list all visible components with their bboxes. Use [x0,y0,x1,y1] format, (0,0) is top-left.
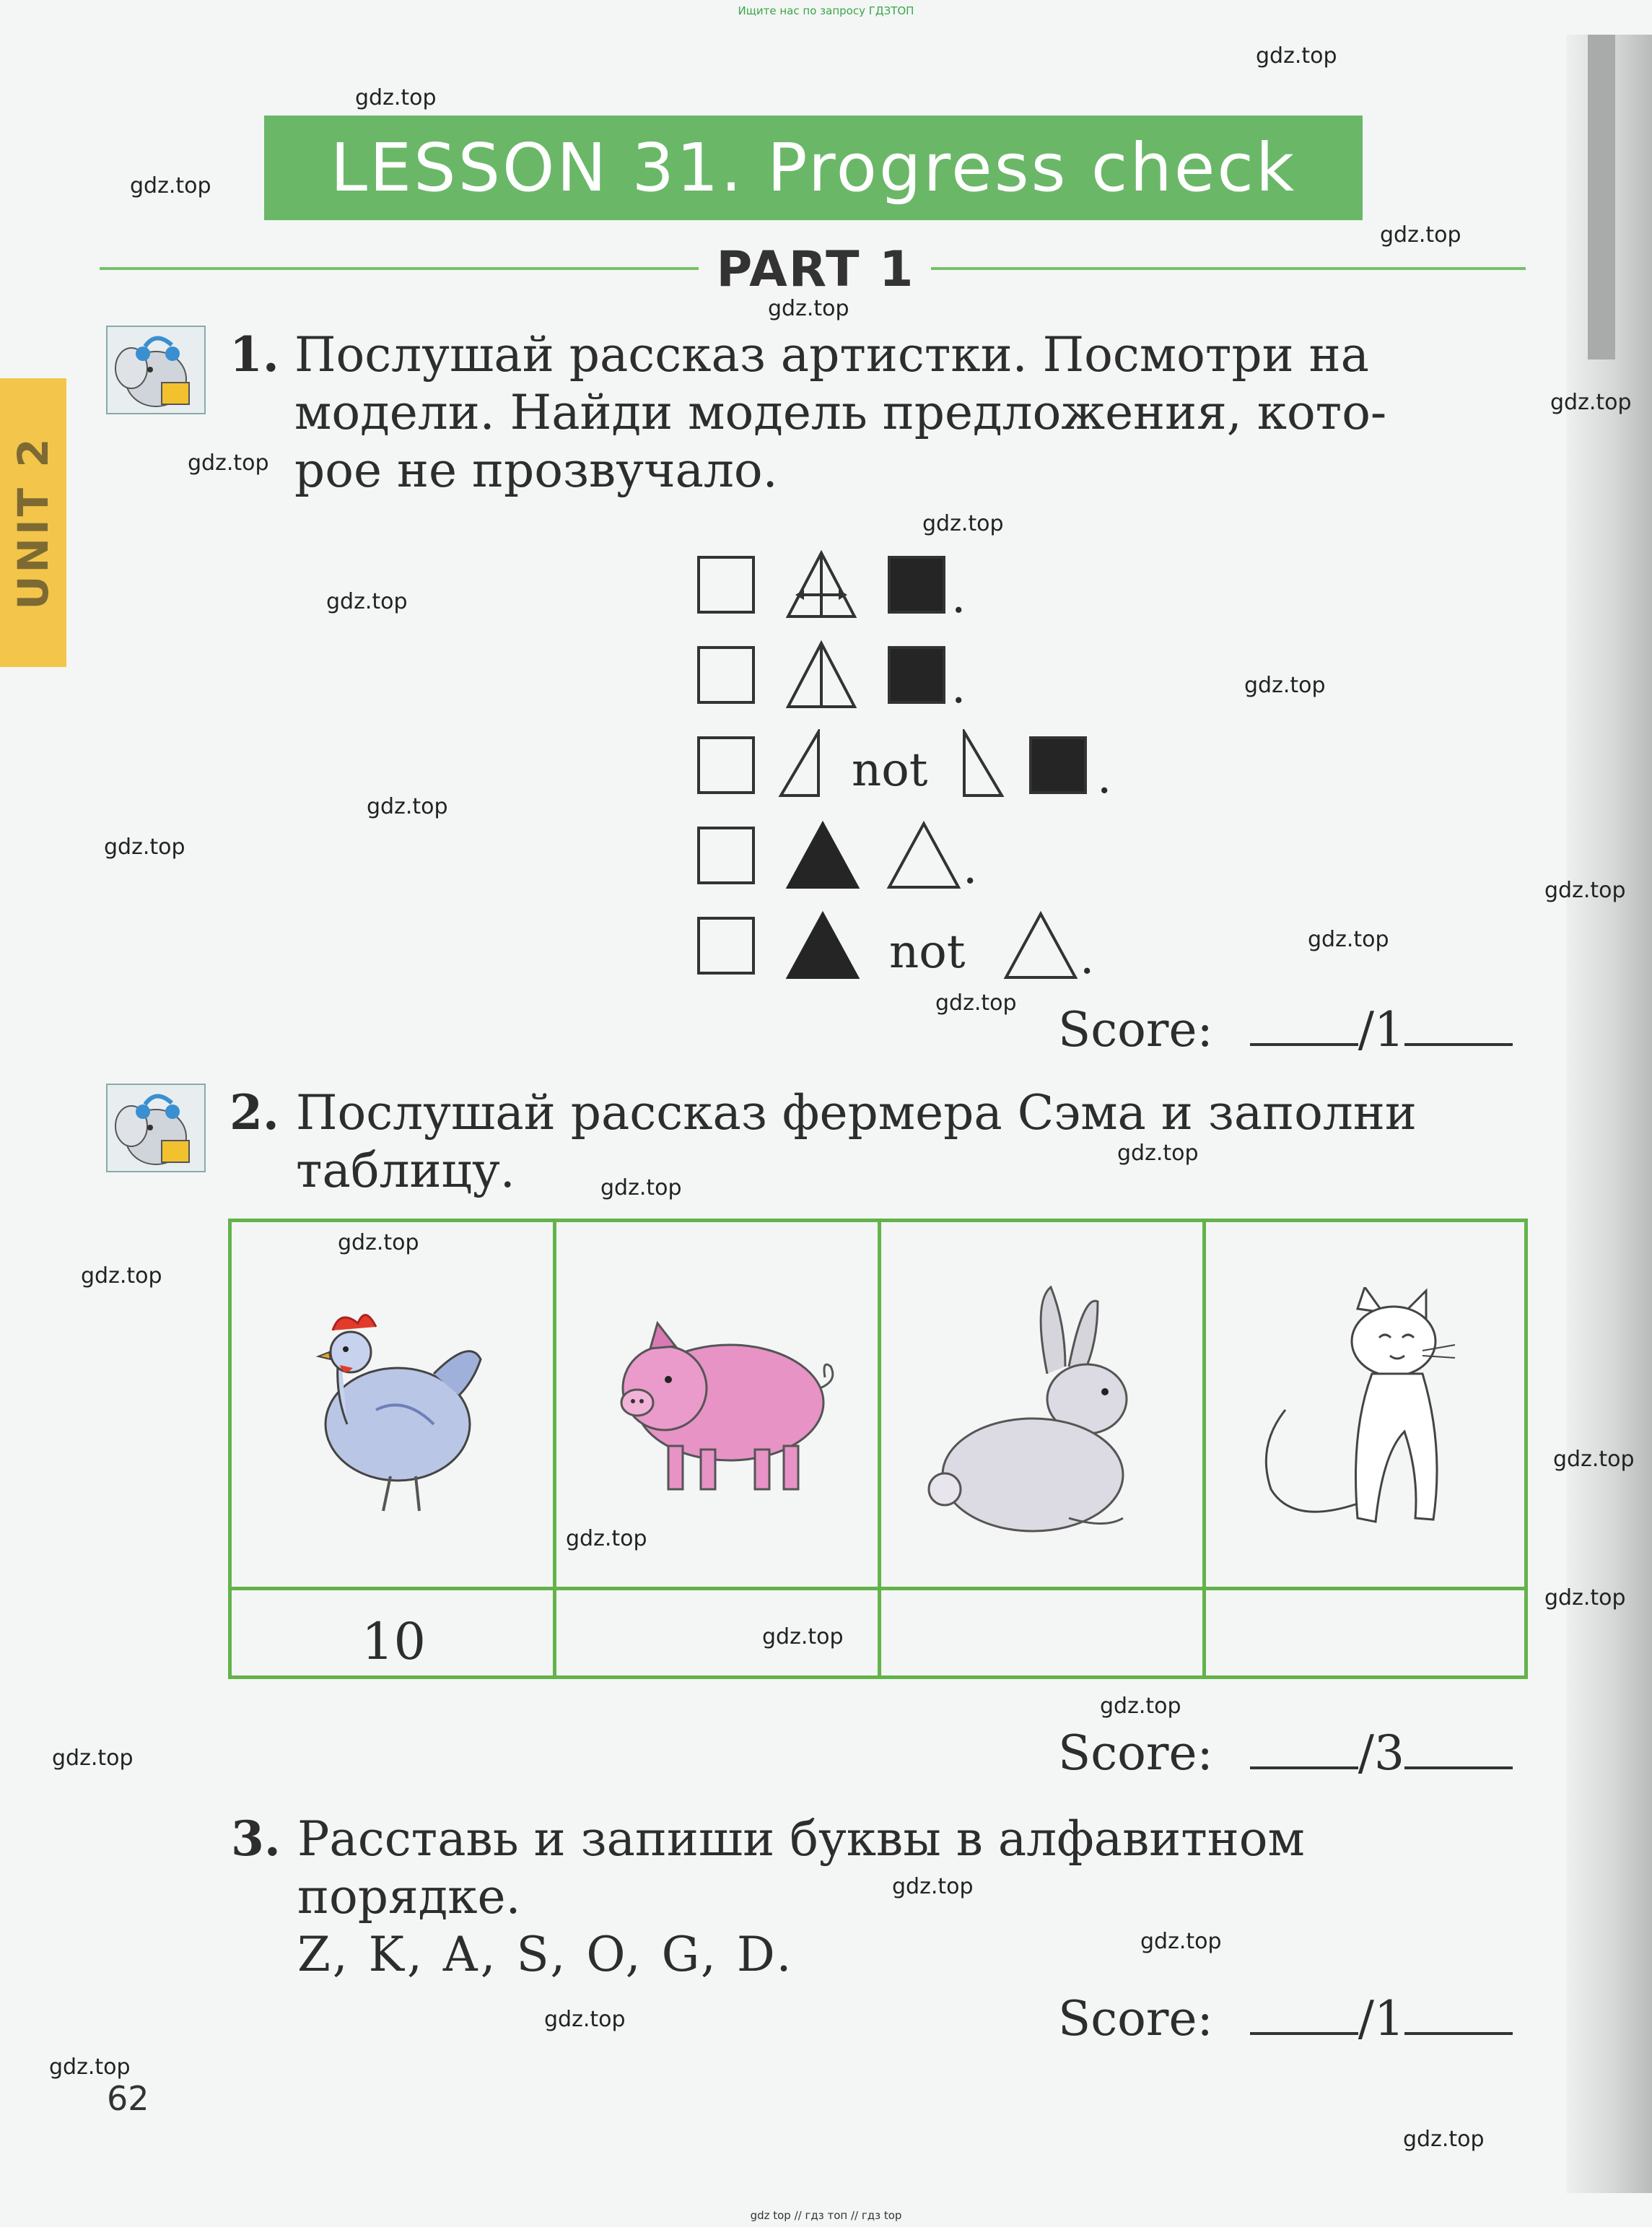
watermark: gdz.top [355,85,437,110]
task2-score-max: /3 [1358,1725,1404,1781]
unit-tab-label: UNIT 2 [9,435,58,610]
watermark: gdz.top [1117,1141,1199,1166]
model5-dot: . [1080,931,1095,985]
animals-table [228,1219,1528,1679]
task2-score-label: Score: [1058,1725,1213,1781]
watermark: gdz.top [1244,673,1326,698]
table-row-divider [232,1587,1524,1590]
task1-score-max: /1 [1358,1002,1404,1058]
model3-left-half-triangle [778,729,823,798]
bottom-note: gdz top // гдз топ // гдз top [750,2209,902,2222]
cat-picture [1249,1287,1466,1547]
part-divider-right [931,267,1526,270]
watermark: gdz.top [935,990,1017,1016]
model2-filled-square [888,646,945,704]
task2-line2: таблицу. [296,1143,515,1198]
model5-filled-triangle [785,911,860,980]
watermark: gdz.top [768,296,849,321]
model3-right-half-triangle [960,729,1005,798]
listening-elephant-icon [105,1083,206,1173]
task1-number: 1. [230,326,279,383]
task1-line1: Послушай рассказ артистки. Посмотри на [294,327,1369,383]
task3-score-tail [1404,2023,1513,2035]
task3-score [1058,1991,1513,2047]
watermark: gdz.top [1256,43,1337,69]
unit-tab [0,378,66,667]
task1-line2: модели. Найди модель предложения, кото- [294,385,1387,440]
rabbit-picture [925,1280,1163,1540]
page-edge-strip [1588,35,1615,359]
task3-score-label: Score: [1058,1991,1213,2047]
task1-line3: рое не прозвучало. [294,443,778,498]
watermark: gdz.top [892,1874,974,1899]
model1-split-triangle-arrow [785,550,857,619]
watermark: gdz.top [188,450,269,476]
task2-line1: Послушай рассказ фермера Сэма и заполни [296,1085,1417,1141]
lesson-title: LESSON 31. Progress check [264,116,1363,220]
task3-line2: порядке. [297,1869,521,1925]
task3-score-max: /1 [1358,1991,1404,2047]
watermark: gdz.top [130,173,211,199]
task1-score [1058,1002,1513,1058]
watermark: gdz.top [1403,2127,1485,2152]
model4-empty-triangle [886,821,961,890]
model4-filled-triangle [785,821,860,890]
model5-empty-square [697,917,755,975]
pig-picture [600,1309,845,1511]
task3-line1: Расставь и запиши буквы в алфавитном [297,1811,1305,1867]
watermark: gdz.top [49,2054,131,2080]
task2-score [1058,1725,1513,1781]
part-title: PART 1 [716,241,915,298]
watermark: gdz.top [81,1263,162,1289]
watermark: gdz.top [1380,222,1461,248]
watermark: gdz.top [104,834,185,860]
model5-not-word: not [889,925,966,979]
task2-score-blank[interactable] [1250,1758,1358,1769]
task2-number: 2. [230,1084,279,1141]
watermark: gdz.top [544,2007,626,2032]
watermark: gdz.top [1140,1929,1222,1954]
watermark: gdz.top [367,794,448,819]
table-value-rabbit[interactable] [1011,1612,1155,1670]
watermark: gdz.top [1550,390,1632,415]
model2-dot: . [951,661,966,714]
table-value-cat[interactable] [1336,1612,1480,1670]
task2-score-tail [1404,1758,1513,1769]
part-divider-left [100,267,699,270]
watermark: gdz.top [338,1230,419,1255]
model5-empty-triangle [1003,911,1078,980]
task3-number: 3. [231,1810,281,1867]
model4-dot: . [963,841,978,894]
table-value-hen: 10 [362,1612,427,1671]
hen-picture [289,1287,491,1518]
task1-score-blank[interactable] [1250,1034,1358,1046]
watermark: gdz.top [1544,878,1626,903]
watermark: gdz.top [1308,927,1389,952]
page-number: 62 [107,2079,149,2118]
task1-score-label: Score: [1058,1002,1213,1058]
watermark: gdz.top [762,1624,844,1649]
model1-filled-square [888,556,945,614]
watermark: gdz.top [1100,1694,1181,1719]
watermark: gdz.top [326,589,408,614]
model2-split-triangle [785,640,857,710]
model3-empty-square [697,736,755,794]
watermark: gdz.top [52,1746,134,1771]
task1-score-tail [1404,1034,1513,1046]
model3-filled-square [1029,736,1087,794]
top-note: Ищите нас по запросу ГДЗТОП [738,4,914,17]
watermark: gdz.top [1544,1585,1626,1611]
model2-empty-square [697,646,755,704]
task3-score-blank[interactable] [1250,2023,1358,2035]
model1-empty-square [697,556,755,614]
watermark: gdz.top [922,511,1004,536]
model4-empty-square [697,827,755,884]
model3-dot: . [1097,751,1112,804]
watermark: gdz.top [566,1526,647,1551]
listening-elephant-icon [105,325,206,415]
watermark: gdz.top [1553,1447,1635,1472]
task3-letters: Z, K, A, S, O, G, D. [297,1927,795,1982]
model1-dot: . [951,570,966,624]
watermark: gdz.top [600,1175,682,1200]
model3-not-word: not [852,744,928,797]
